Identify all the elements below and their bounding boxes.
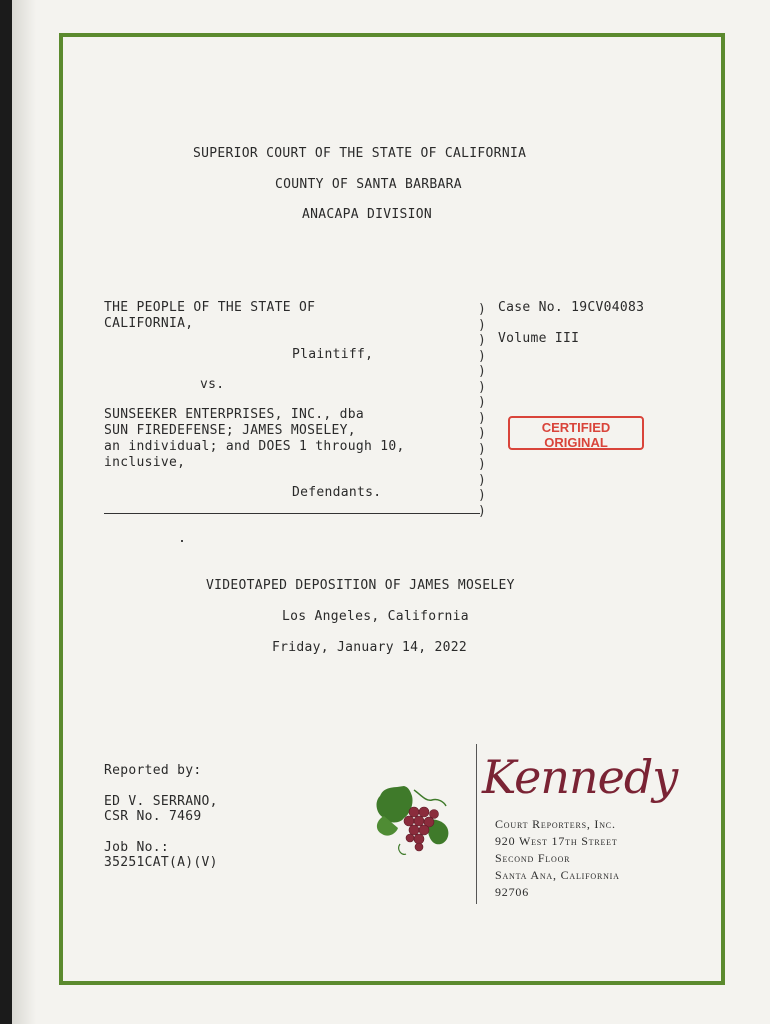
division-name: ANACAPA DIVISION [302,207,433,222]
csr-number: CSR No. 7469 [104,809,202,824]
plaintiff-line-1: THE PEOPLE OF THE STATE OF [104,300,316,315]
plaintiff-role: Plaintiff, [292,347,374,362]
firm-city: Santa Ana, California [495,868,620,882]
caption-brackets: ) ) ) ) ) ) ) ) ) ) ) ) ) ) [478,302,486,519]
caption-underline [104,513,480,514]
defendant-line-4: inclusive, [104,455,186,470]
firm-divider [476,744,477,904]
speck [181,540,183,542]
stamp-line-2: ORIGINAL [544,435,608,450]
job-label: Job No.: [104,840,170,855]
grape-logo-icon [374,784,460,864]
page-edge [12,0,36,1024]
defendant-line-2: SUN FIREDEFENSE; JAMES MOSELEY, [104,423,356,438]
versus: vs. [200,377,225,392]
defendant-line-3: an individual; and DOES 1 through 10, [104,439,405,454]
plaintiff-line-2: CALIFORNIA, [104,316,194,331]
job-number: 35251CAT(A)(V) [104,855,218,870]
firm-address-1: 920 West 17th Street [495,834,618,848]
reported-by-label: Reported by: [104,763,202,778]
volume-number: Volume III [498,331,580,346]
defendant-line-1: SUNSEEKER ENTERPRISES, INC., dba [104,407,365,422]
reporter-name: ED V. SERRANO, [104,794,218,809]
stamp-line-1: CERTIFIED [541,420,611,435]
county-name: COUNTY OF SANTA BARBARA [275,177,462,192]
firm-address-2: Second Floor [495,851,571,865]
case-number: Case No. 19CV04083 [498,300,645,315]
certified-original-stamp [508,416,644,450]
deposition-date: Friday, January 14, 2022 [272,640,468,655]
defendant-role: Defendants. [292,485,382,500]
firm-tagline: Court Reporters, Inc. [495,817,616,831]
deposition-location: Los Angeles, California [282,609,469,624]
firm-logo-name: Kennedy [482,750,678,804]
firm-zip: 92706 [495,885,529,899]
court-name: SUPERIOR COURT OF THE STATE OF CALIFORNIA [193,146,527,161]
deposition-title: VIDEOTAPED DEPOSITION OF JAMES MOSELEY [206,578,515,593]
